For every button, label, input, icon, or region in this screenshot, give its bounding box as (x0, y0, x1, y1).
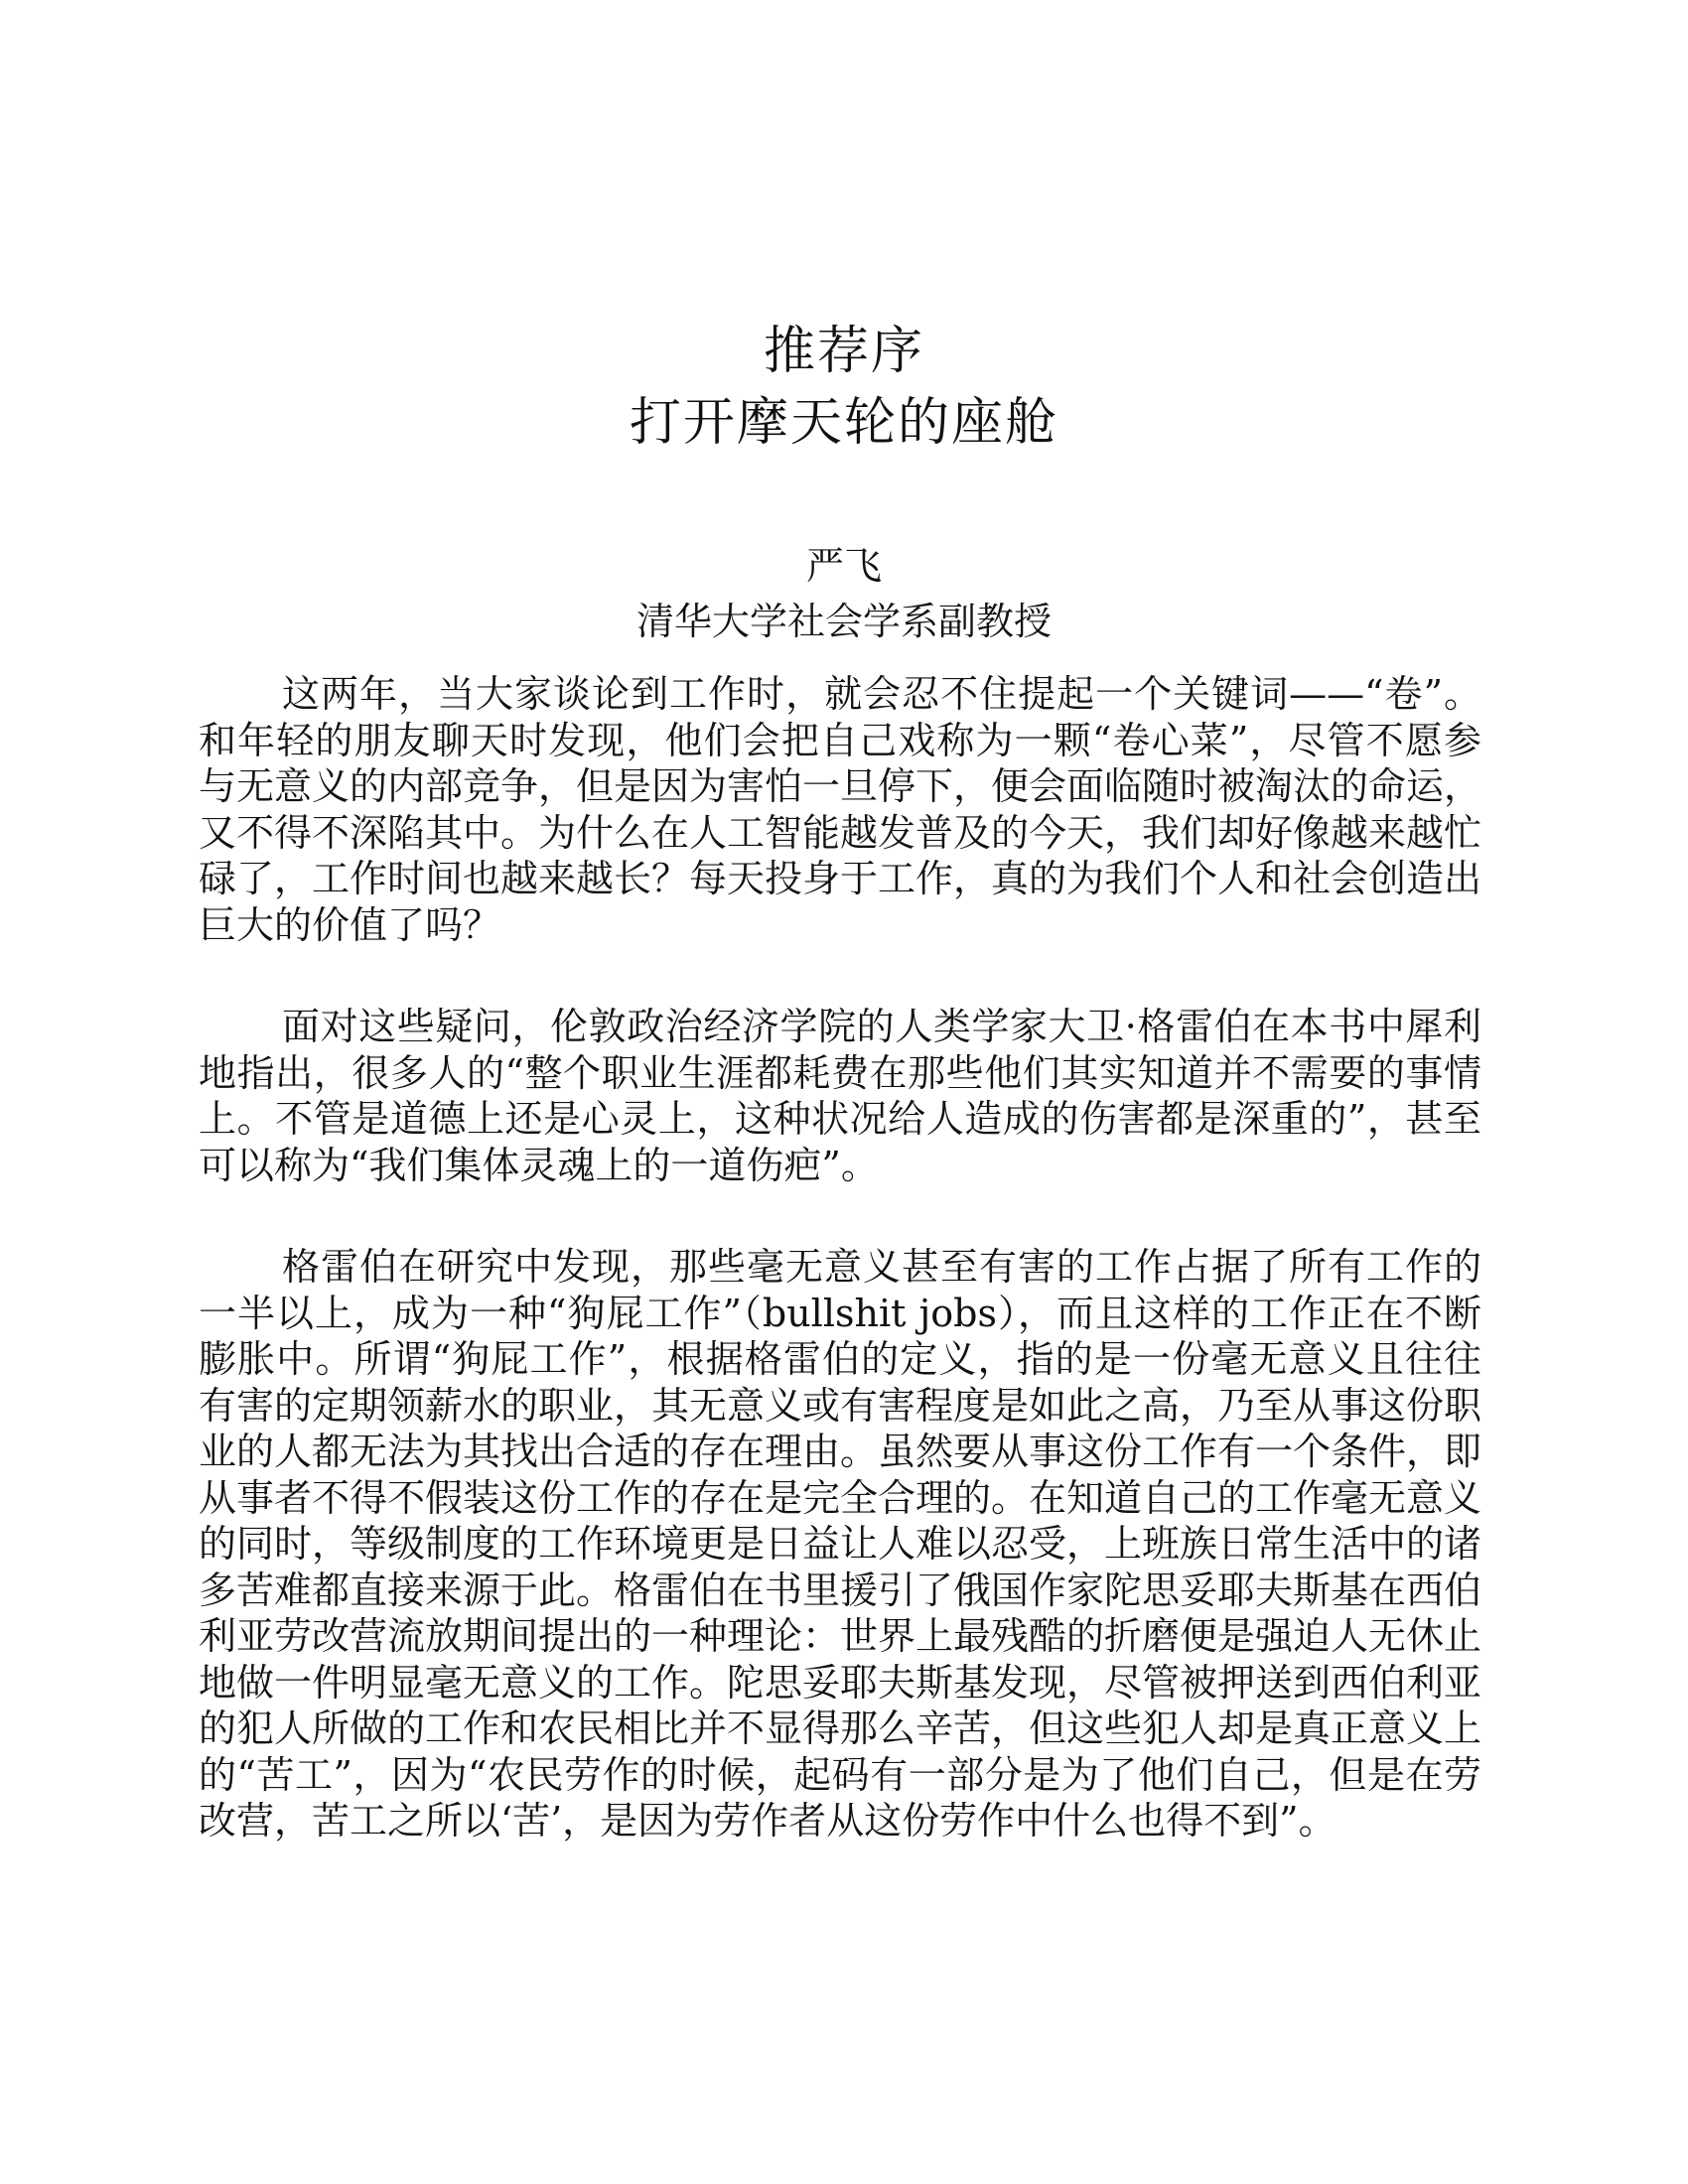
section-label: 推荐序 (763, 322, 924, 381)
paragraph-3: 格雷伯在研究中发现，那些毫无意义甚至有害的工作占据了所有工作的一半以上，成为一种“狗屁工作”（bullshit jobs），而且这样的工作正在不断膨胀中。所谓“狗屁工作”，根据格雷伯的定义，指的是一份毫无意义且往往有害的定期领薪水的职业，其无意义或有害程度是如此之高，乃至从事这份职业的人都无法为其找出合适的存在理由。虽然要从事这份工作有一个条件，即从事者不得不假装这份工作的存在是完全合理的。在知道自己的工作毫无意义的同时，等级制度的工作环境更是日益让人难以忍受，上班族日常生活中的诸多苦难都直接来源于此。格雷伯在书里援引了俄国作家陀思妥耶夫斯基在西伯利亚劳改营流放期间提出的一种理论：世界上最残酷的折磨便是强迫人无休止地做一件明显毫无意义的工作。陀思妥耶夫斯基发现，尽管被押送到西伯利亚的犯人所做的工作和农民相比并不显得那么辛苦，但这些犯人却是真正意义上的“苦工”，因为“农民劳作的时候，起码有一部分是为了他们自己，但是在劳改营，苦工之所以‘苦’，是因为劳作者从这份劳作中什么也得不到”。 (199, 1245, 1482, 1843)
paragraph-1: 这两年，当大家谈论到工作时，就会忍不住提起一个关键词——“卷”。和年轻的朋友聊天时发现，他们会把自己戏称为一颗“卷心菜”，尽管不愿参与无意义的内部竞争，但是因为害怕一旦停下，便会面临随时被淘汰的命运，又不得不深陷其中。为什么在人工智能越发普及的今天，我们却好像越来越忙碌了，工作时间也越来越长？每天投身于工作，真的为我们个人和社会创造出巨大的价值了吗？ (199, 672, 1482, 947)
paragraph-2: 面对这些疑问，伦敦政治经济学院的人类学家大卫·格雷伯在本书中犀利地指出，很多人的“整个职业生涯都耗费在那些他们其实知道并不需要的事情上。不管是道德上还是心灵上，这种状况给人造成的伤害都是深重的”，甚至可以称为“我们集体灵魂上的一道伤疤”。 (199, 1005, 1481, 1187)
author-affiliation: 清华大学社会学系副教授 (635, 600, 1052, 643)
author-block (0, 538, 1688, 649)
author-name: 严飞 (805, 544, 882, 588)
body-text (199, 671, 1481, 1900)
heading-block (0, 316, 1688, 459)
chapter-title: 打开摩天轮的座舱 (629, 393, 1058, 453)
